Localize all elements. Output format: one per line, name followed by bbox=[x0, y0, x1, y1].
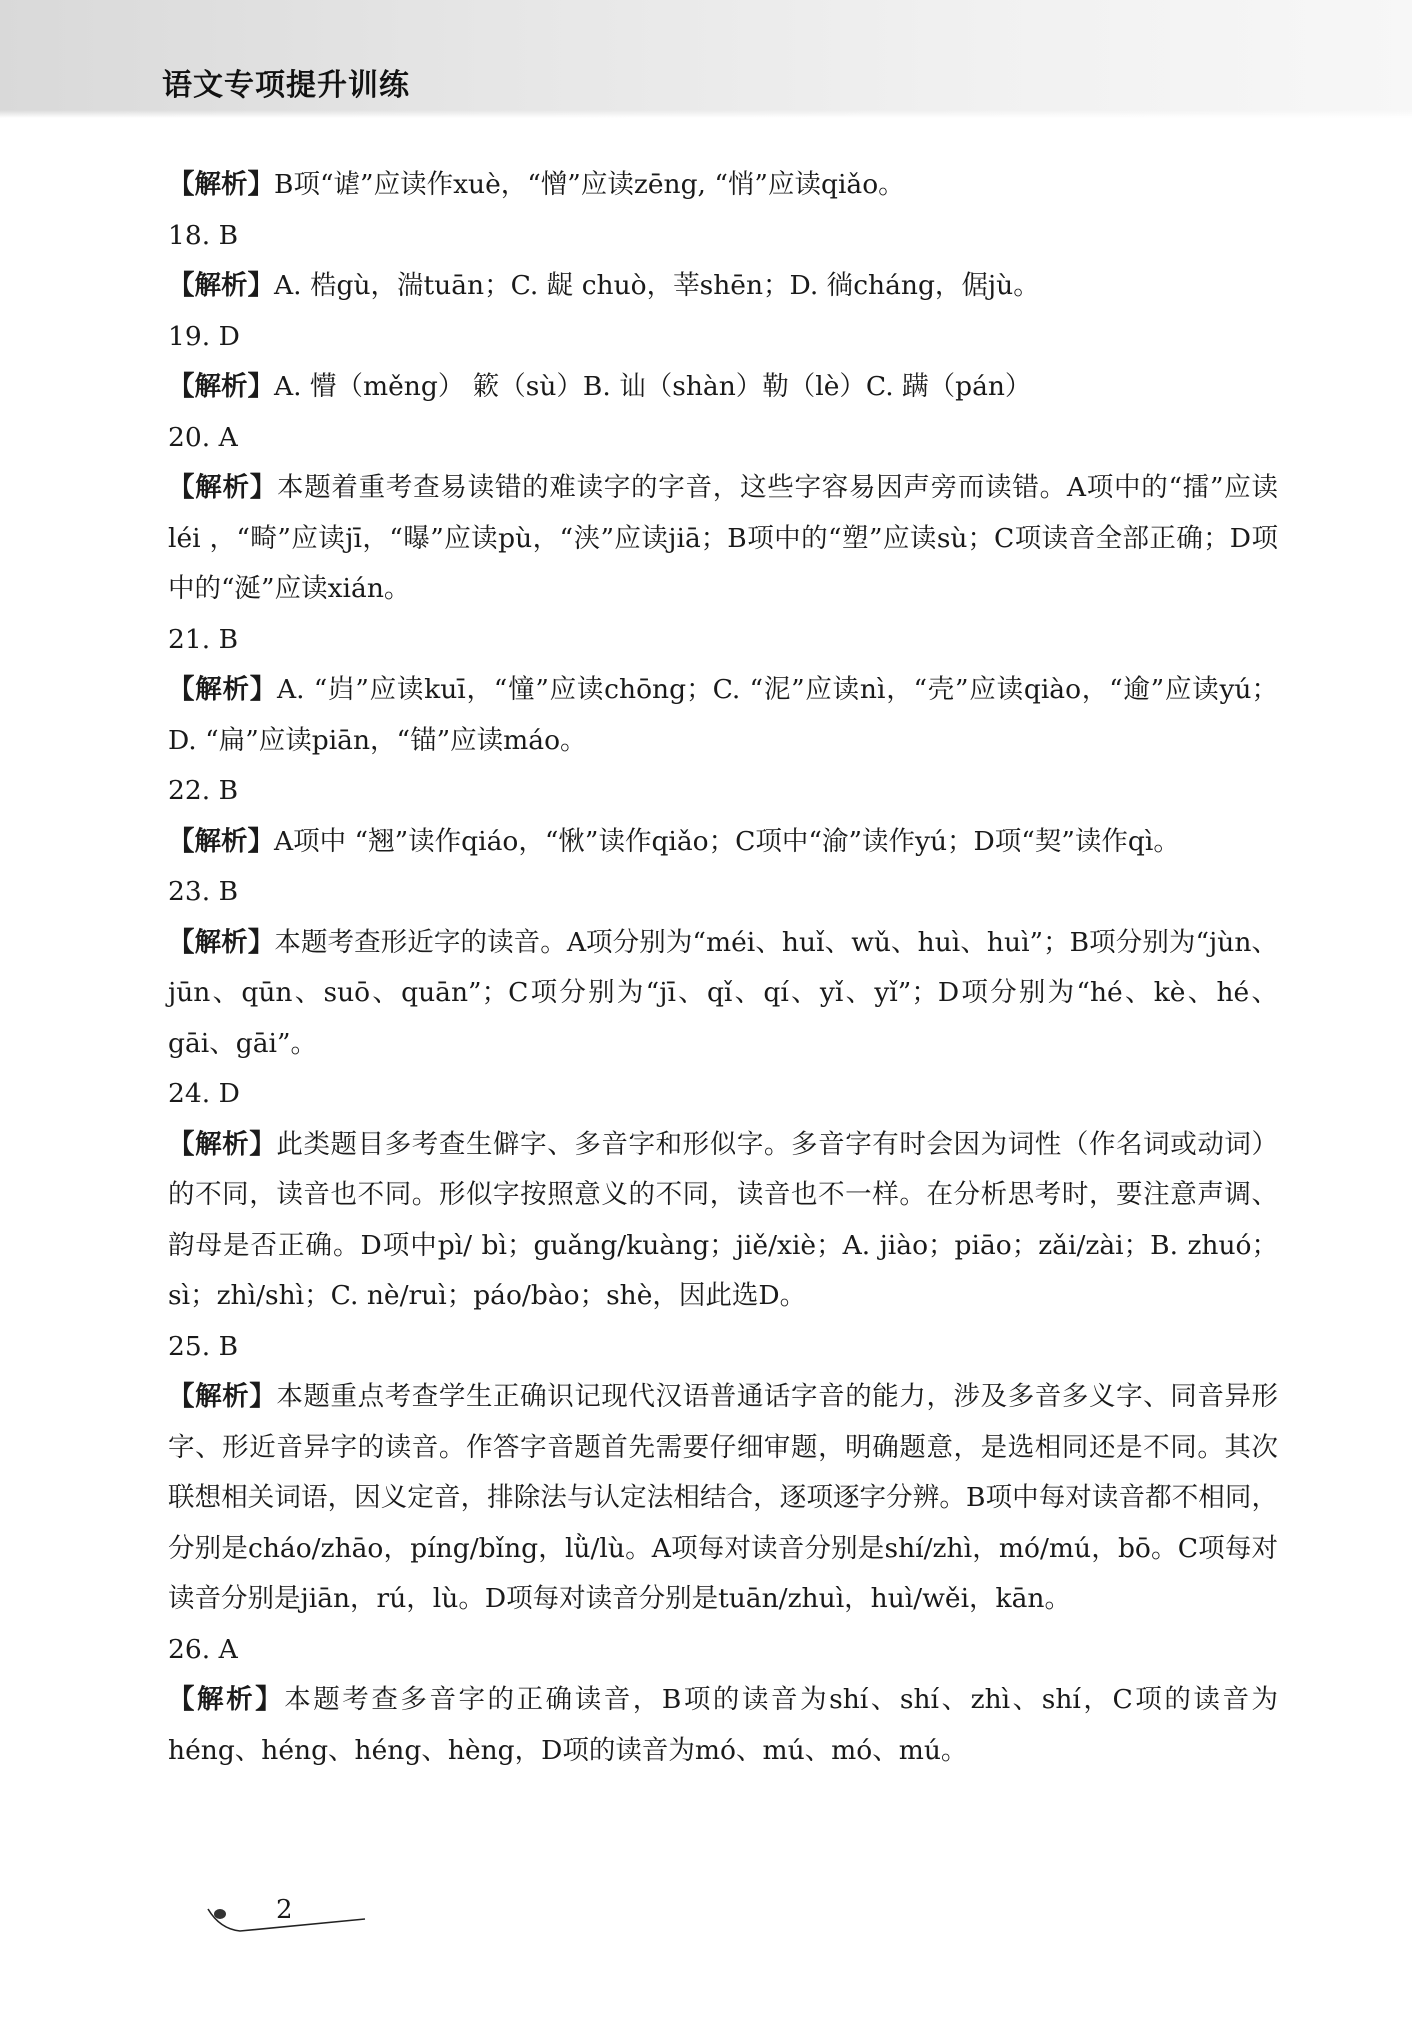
answer-number: 18. B bbox=[168, 219, 239, 251]
analysis-text: B项“谑”应读作xuè，“憎”应读zēng, “悄”应读qiǎo。 bbox=[274, 169, 905, 200]
analysis-block bbox=[168, 160, 1278, 211]
analysis-tag: 【解析】 bbox=[168, 674, 278, 705]
analysis-block bbox=[168, 362, 1278, 413]
answer-content bbox=[168, 160, 1278, 1776]
analysis-text: A. “岿”应读kuī，“憧”应读chōng；C. “泥”应读nì，“壳”应读qiào，“逾”应读yú；D. “扁”应读piān，“锚”应读máo。 bbox=[168, 674, 1278, 756]
analysis-block bbox=[168, 463, 1278, 615]
analysis-text: A. 懵（měng） 簌（sù）B. 讪（shàn）勒（lè）C. 蹒（pán） bbox=[274, 371, 1032, 402]
analysis-block bbox=[168, 261, 1278, 312]
analysis-text: 本题考查形近字的读音。A项分别为“méi、huǐ、wǔ、huì、huì”；B项分别为“jùn、jūn、qūn、suō、quān”；C项分别为“jī、qǐ、qí、yǐ、yǐ”；D项分别为“hé、kè、hé、gāi、gāi”。 bbox=[168, 926, 1278, 1059]
answer-number: 25. B bbox=[168, 1330, 239, 1362]
analysis-text: A. 梏gù，湍tuān；C. 龊 chuò，莘shēn；D. 徜cháng，倨jù。 bbox=[274, 270, 1040, 301]
analysis-text: 此类题目多考查生僻字、多音字和形似字。多音字有时会因为词性（作名词或动词）的不同，读音也不同。形似字按照意义的不同，读音也不一样。在分析思考时，要注意声调、韵母是否正确。D项中pì/ bì；guǎng/kuàng；jiě/xiè；A. jiào；piāo；zǎi/zài；B. zhuó；sì；zhì/shì；C. nè/ruì；páo/bào；shè，因此选D。 bbox=[168, 1128, 1279, 1311]
analysis-tag: 【解析】 bbox=[168, 270, 274, 301]
analysis-block bbox=[168, 1372, 1278, 1625]
analysis-text: 本题考查多音字的正确读音，B项的读音为shí、shí、zhì、shí，C项的读音为héng、héng、héng、hèng，D项的读音为mó、mú、mó、mú。 bbox=[168, 1684, 1278, 1766]
analysis-block bbox=[168, 665, 1278, 766]
analysis-tag: 【解析】 bbox=[168, 472, 277, 503]
analysis-block bbox=[168, 1675, 1278, 1776]
analysis-text: 本题着重考查易读错的难读字的字音，这些字容易因声旁而读错。A项中的“擂”应读léi ，“畸”应读jī，“曝”应读pù，“浃”应读jiā；B项中的“塑”应读sù；C项读音全部正确；D项中的“涎”应读xián。 bbox=[168, 472, 1278, 604]
answer-number: 26. A bbox=[168, 1633, 238, 1665]
answer-number: 22. B bbox=[168, 775, 239, 806]
analysis-text: 本题重点考查学生正确识记现代汉语普通话字音的能力，涉及多音多义字、同音异形字、形近音异字的读音。作答字音题首先需要仔细审题，明确题意，是选相同还是不同。其次联想相关词语，因义定音，排除法与认定法相结合，逐项逐字分辨。B项中每对读音都不相同，分别是cháo/zhāo，píng/bǐng，lǜ/lù。A项每对读音分别是shí/zhì，mó/mú，bō。C项每对读音分别是jiān，rú，lù。D项每对读音分别是tuān/zhuì，huì/wěi，kān。 bbox=[168, 1381, 1279, 1614]
analysis-tag: 【解析】 bbox=[168, 1381, 277, 1412]
analysis-tag: 【解析】 bbox=[168, 926, 275, 958]
analysis-block bbox=[168, 918, 1278, 1070]
footer-dot-icon bbox=[214, 1909, 226, 1919]
analysis-text: A项中 “翘”读作qiáo，“愀”读作qiǎo；C项中“渝”读作yú；D项“契”读作qì。 bbox=[274, 825, 1180, 857]
analysis-tag: 【解析】 bbox=[168, 825, 274, 857]
page-number: 2 bbox=[276, 1895, 293, 1925]
header-title: 语文专项提升训练 bbox=[162, 68, 410, 103]
analysis-block bbox=[168, 817, 1278, 868]
answer-number: 21. B bbox=[168, 623, 239, 655]
analysis-tag: 【解析】 bbox=[168, 169, 274, 200]
page-footer bbox=[200, 1895, 370, 1935]
answer-number: 20. A bbox=[168, 421, 238, 453]
answer-number: 23. B bbox=[168, 876, 239, 907]
analysis-tag: 【解析】 bbox=[168, 371, 274, 402]
analysis-tag: 【解析】 bbox=[168, 1128, 277, 1160]
analysis-tag: 【解析】 bbox=[168, 1684, 285, 1715]
answer-number: 19. D bbox=[168, 320, 240, 352]
answer-number: 24. D bbox=[168, 1078, 240, 1109]
analysis-block bbox=[168, 1120, 1278, 1322]
